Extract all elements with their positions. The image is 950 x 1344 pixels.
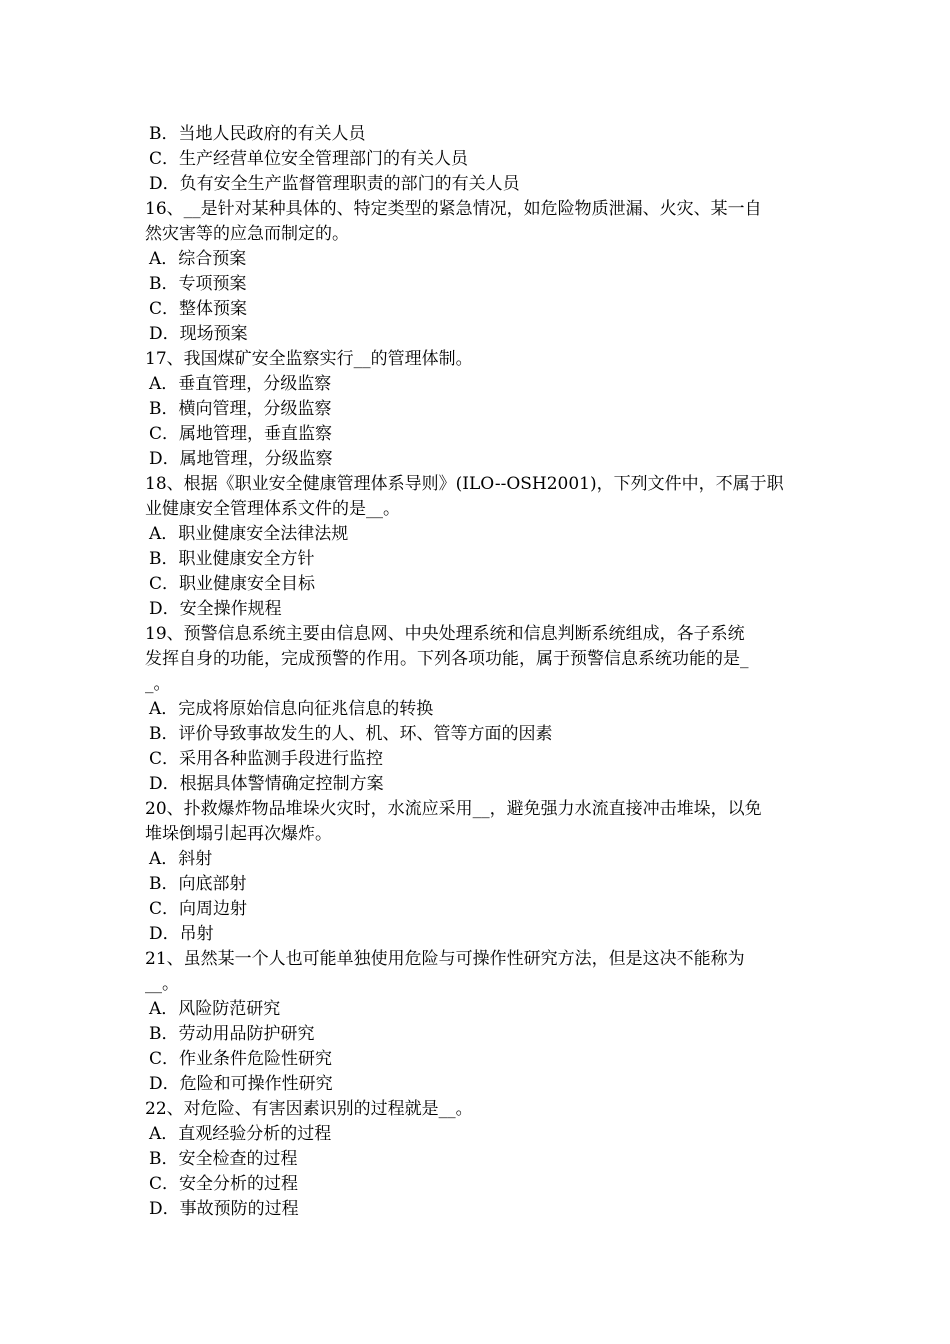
question-text: 业健康安全管理体系文件的是__。 [145,499,400,519]
answer-option: A．完成将原始信息向征兆信息的转换 [149,699,434,719]
question-text: 17、我国煤矿安全监察实行__的管理体制。 [145,349,473,369]
answer-option: B．横向管理，分级监察 [149,399,332,419]
answer-option: A．直观经验分析的过程 [149,1124,332,1144]
question-text: 22、对危险、有害因素识别的过程就是__。 [145,1099,473,1119]
question-text: _。 [145,674,171,694]
answer-option: A．综合预案 [149,249,247,269]
answer-option: B．职业健康安全方针 [149,549,315,569]
answer-option: A．垂直管理，分级监察 [149,374,332,394]
answer-option: C．整体预案 [149,299,248,319]
question-text: 堆垛倒塌引起再次爆炸。 [145,824,332,844]
answer-option: D．根据具体警情确定控制方案 [149,774,384,794]
answer-option: C．采用各种监测手段进行监控 [149,749,384,769]
answer-option: D．属地管理，分级监察 [149,449,333,469]
question-text: 发挥自身的功能，完成预警的作用。下列各项功能，属于预警信息系统功能的是_ [145,649,749,669]
answer-option: D．危险和可操作性研究 [149,1074,333,1094]
question-text: 20、扑救爆炸物品堆垛火灾时，水流应采用__，避免强力水流直接冲击堆垛，以免 [145,799,762,819]
answer-option: D．事故预防的过程 [149,1199,299,1219]
question-text: 21、虽然某一个人也可能单独使用危险与可操作性研究方法，但是这决不能称为 [145,949,745,969]
answer-option: A．斜射 [149,849,213,869]
answer-option: C．职业健康安全目标 [149,574,316,594]
answer-option: C．属地管理，垂直监察 [149,424,333,444]
answer-option: D．安全操作规程 [149,599,282,619]
answer-option: B．专项预案 [149,274,247,294]
question-text: 然灾害等的应急而制定的。 [145,224,349,244]
answer-option: B．安全检查的过程 [149,1149,298,1169]
question-text: 16、__是针对某种具体的、特定类型的紧急情况，如危险物质泄漏、火灾、某一自 [145,199,762,219]
answer-option: B．向底部射 [149,874,247,894]
question-text: __。 [145,974,179,994]
answer-option: A．风险防范研究 [149,999,281,1019]
answer-option: D．现场预案 [149,324,248,344]
answer-option: B．劳动用品防护研究 [149,1024,315,1044]
answer-option: C．安全分析的过程 [149,1174,299,1194]
answer-option: C．生产经营单位安全管理部门的有关人员 [149,149,469,169]
question-text: 19、预警信息系统主要由信息网、中央处理系统和信息判断系统组成，各子系统 [145,624,745,644]
answer-option: D．负有安全生产监督管理职责的部门的有关人员 [149,174,520,194]
answer-option: C．向周边射 [149,899,248,919]
document-page [145,122,810,1222]
answer-option: C．作业条件危险性研究 [149,1049,333,1069]
answer-option: A．职业健康安全法律法规 [149,524,349,544]
answer-option: D．吊射 [149,924,214,944]
answer-option: B．评价导致事故发生的人、机、环、管等方面的因素 [149,724,553,744]
question-text: 18、根据《职业安全健康管理体系导则》(ILO--OSH2001)，下列文件中，不属于职 [145,474,784,494]
answer-option: B．当地人民政府的有关人员 [149,124,366,144]
